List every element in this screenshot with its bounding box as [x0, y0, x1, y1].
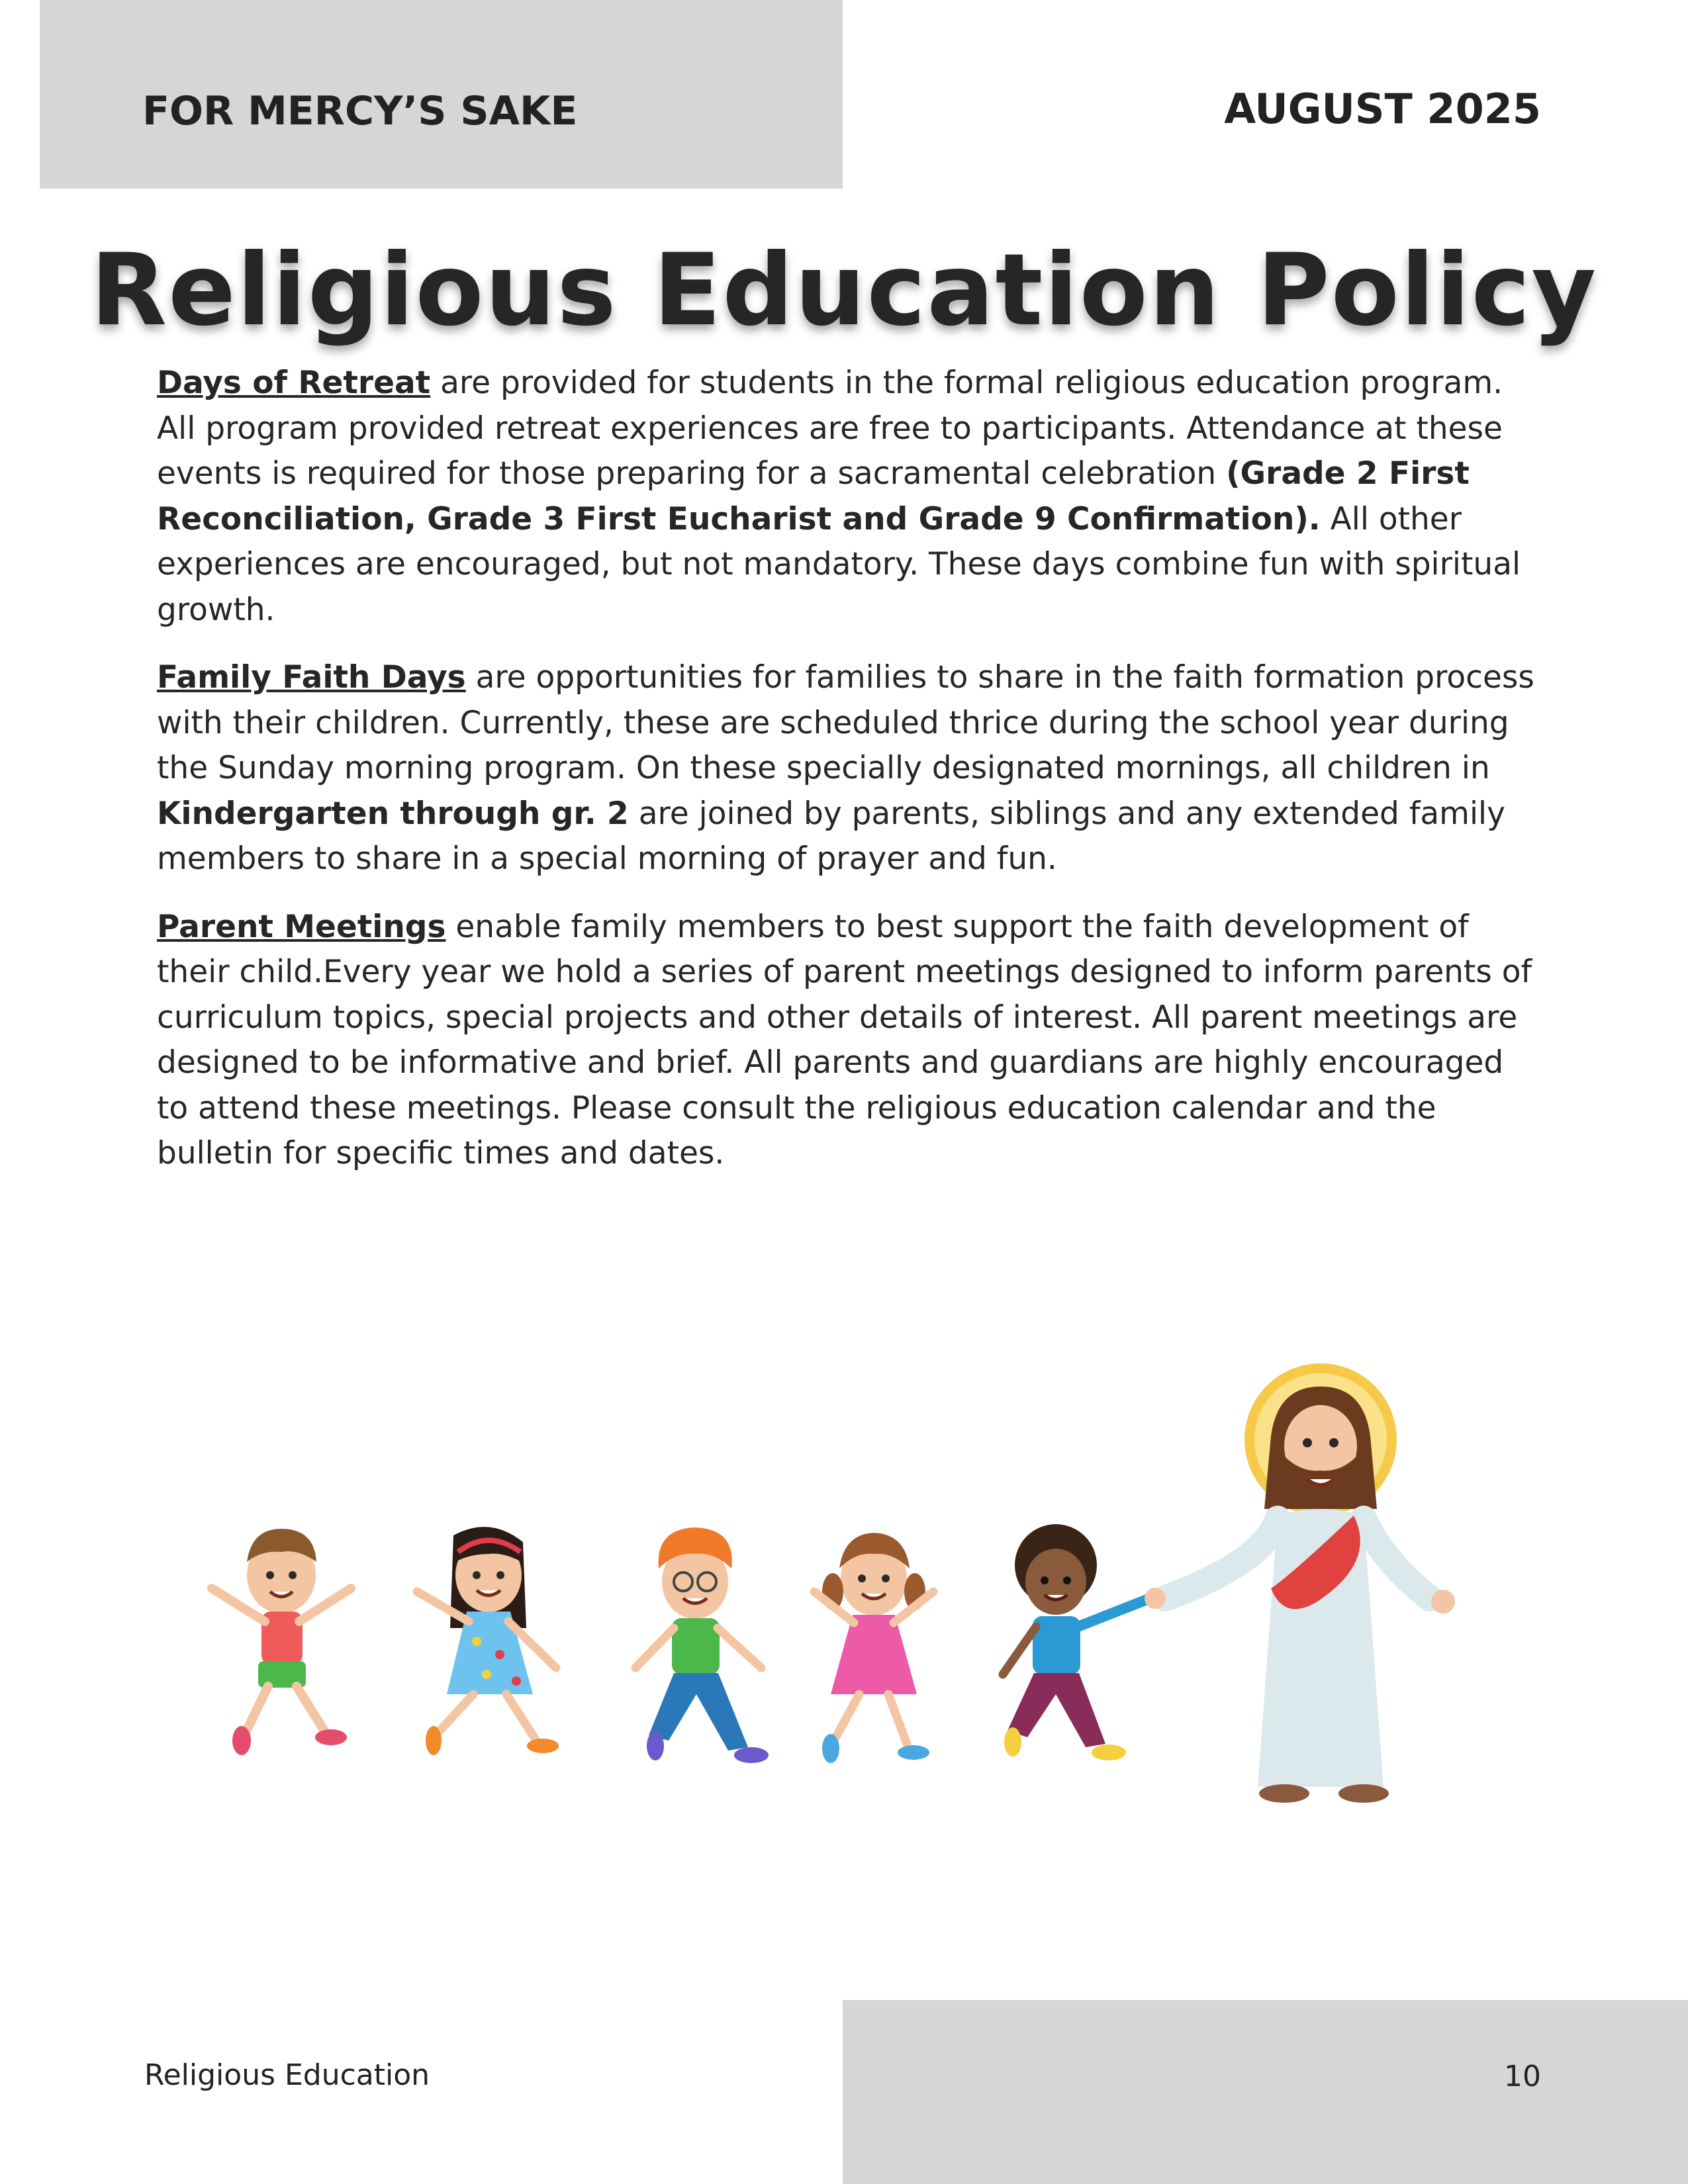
section-bold-text: Kindergarten through gr. 2	[157, 795, 629, 832]
section-days-of-retreat	[157, 361, 1537, 633]
section-parent-meetings	[157, 905, 1537, 1177]
issue-date: AUGUST 2025	[1224, 85, 1541, 133]
child-3-figure	[635, 1527, 769, 1763]
section-text: are provided for students in the formal religious education program. All program provided retreat experiences are free to participants. Attendance at these events is required for those preparing for a sacramental celebration	[157, 365, 1503, 492]
footer-section-name: Religious Education	[144, 2058, 430, 2092]
child-5-figure	[1003, 1524, 1158, 1760]
child-1-figure	[212, 1529, 351, 1755]
child-4-figure	[814, 1533, 933, 1763]
jesus-figure	[1145, 1363, 1455, 1803]
section-lead: Family Faith Days	[157, 659, 466, 696]
section-text: are opportunities for families to share in the faith formation process with their children. Currently, these are scheduled thrice during the school year during the Sunday morning program. On these specially designated mornings, all children in	[157, 659, 1534, 786]
publication-name: FOR MERCY’S SAKE	[142, 88, 578, 134]
section-text: are joined by parents, siblings and any extended family members to share in a special morning of prayer and fun.	[157, 795, 1505, 877]
section-lead: Parent Meetings	[157, 908, 446, 945]
section-family-faith-days	[157, 655, 1537, 882]
child-2-figure	[417, 1527, 559, 1755]
section-bold-text: (Grade 2 First Reconciliation, Grade 3 First Eucharist and Grade 9 Confirmation).	[157, 455, 1470, 537]
section-lead: Days of Retreat	[157, 365, 431, 401]
section-text: All other experiences are encouraged, but not mandatory. These days combine fun with spiritual growth.	[157, 500, 1521, 628]
page-title: Religious Education Policy	[90, 233, 1598, 348]
page-number: 10	[1504, 2060, 1541, 2093]
section-text: enable family members to best support the faith development of their child.Every year we hold a series of parent meetings designed to inform parents of curriculum topics, special projects and other details of interest. All parent meetings are designed to be informative and brief. All parents and guardians are highly encouraged to attend these meetings. Please consult the religious education calendar and the bulletin for specific times and dates.	[157, 908, 1532, 1171]
policy-body	[157, 361, 1537, 1199]
children-with-jesus-illustration	[192, 1363, 1503, 1846]
footer-band	[843, 2000, 1688, 2184]
